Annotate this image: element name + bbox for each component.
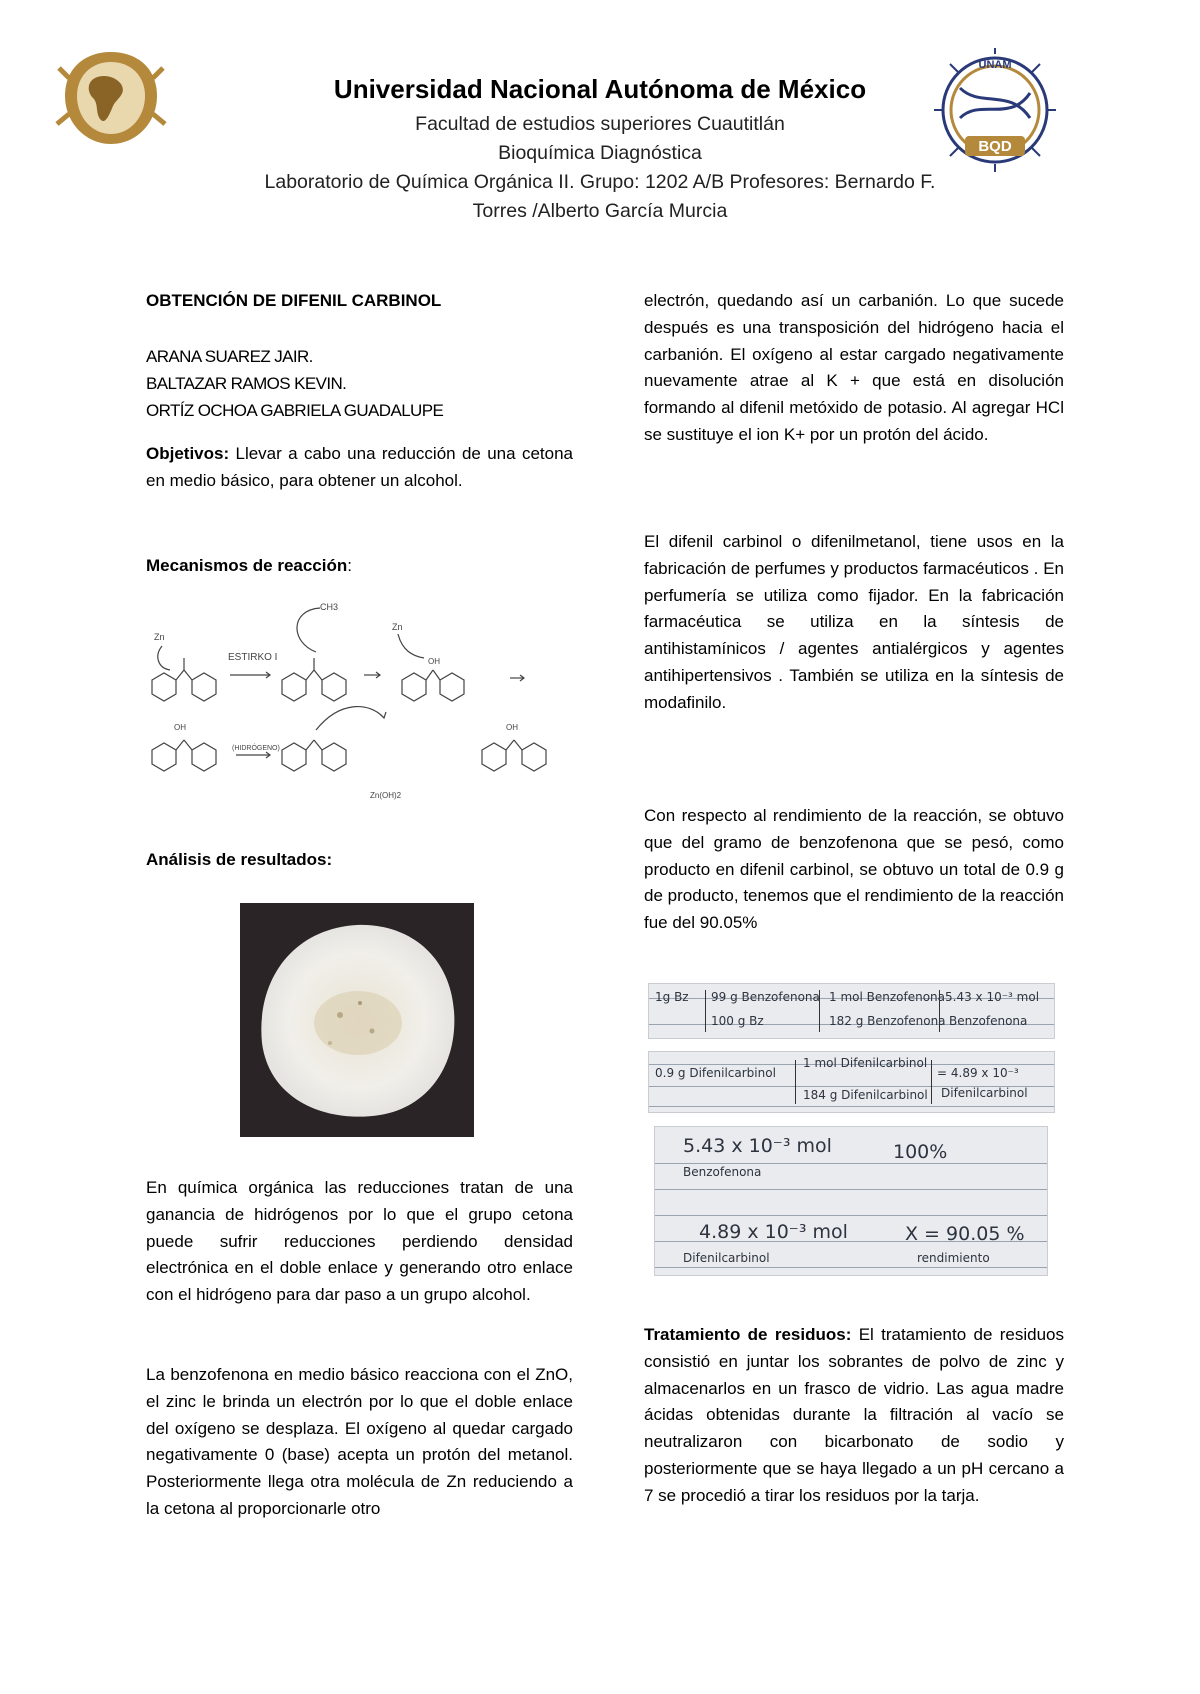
program-line: Bioquímica Diagnóstica [498,142,702,164]
scheme-znoh2: Zn(OH)2 [370,791,402,800]
scheme-oh-3: OH [506,723,518,732]
calc3-a: 5.43 x 10⁻³ mol [683,1135,832,1157]
objetivos-paragraph [146,441,573,495]
calc3-e: Difenilcarbinol [683,1251,770,1265]
scheme-zn-2: Zn [392,622,403,632]
calc3-b: Benzofenona [683,1165,762,1179]
mecanismos-label: Mecanismos de reacción [146,556,348,575]
left-paragraph-2: La benzofenona en medio básico reacciona con el ZnO, el zinc le brinda un electrón por lo que el doble enlace del oxígeno se desplaza. El oxígeno al quedar cargado negativamente 0 (base) acepta un protón del metanol. Posteriormente llega otra molécula de Zn reduciendo a la cetona al proporcionarle otro [146,1365,573,1518]
right-paragraph-3: Con respecto al rendimiento de la reacción, se obtuvo que del gramo de benzofenona que se pesó, como producto en difenil carbinol, se obtuvo un total de 0.9 g de producto, tenemos que el rendimiento de la reacción fue del 90.05% [644,806,1064,933]
scheme-reagent-2: (HIDRÓGENO) [232,745,280,752]
calc1-f: 5.43 x 10⁻³ mol [945,990,1040,1004]
residuos-paragraph [644,1322,1064,1510]
author-2: BALTAZAR RAMOS KEVIN. [146,373,347,393]
objetivos-text: Llevar a cabo una reducción de una cetona en medio básico, para obtener un alcohol. [146,444,573,490]
calc3-d: 4.89 x 10⁻³ mol [699,1221,848,1243]
calc1-a: 1g Bz [655,990,689,1004]
objetivos-label: Objetivos: [146,444,230,463]
calc2-c: 184 g Difenilcarbinol [803,1088,928,1102]
mecanismos-colon: : [347,556,352,575]
calc3-f: X = 90.05 % [905,1223,1025,1245]
scheme-oh-2: OH [174,723,186,732]
authors-list [146,344,576,424]
faculty-line: Facultad de estudios superiores Cuautitlán [415,113,785,135]
calc1-b: 99 g Benzofenona [711,990,820,1004]
calculation-image-2 [648,1051,1055,1113]
product-photo [240,903,474,1137]
right-paragraph-2: El difenil carbinol o difenilmetanol, tiene usos en la fabricación de perfumes y productos farmacéuticos . En perfumería se utiliza como fijador. En la fabricación farmacéutica se utiliza en la síntesis de antihistamínicos / agentes antialérgicos y agentes antihipertensivos . También se utiliza en la síntesis de modafinilo. [644,532,1064,712]
calc2-e: Difenilcarbinol [941,1086,1028,1100]
author-3: ORTÍZ OCHOA GABRIELA GUADALUPE [146,400,444,420]
unam-crest-logo [55,48,167,148]
residuos-text: El tratamiento de residuos consistió en juntar los sobrantes de polvo de zinc y almacenarlos en un frasco de vidrio. Las agua madre ácidas obtenidas durante la filtración al vacío se neutralizaron con bicarbonato de sodio y posteriormente que se haya llegado a un pH cercano a 7 se procedió a tirar los residuos por la tarja. [644,1325,1064,1505]
scheme-oh-1: OH [428,657,440,666]
calc3-g: rendimiento [917,1251,990,1265]
scheme-reagent-1: ESTIRKO I [228,652,278,663]
calc1-e: 182 g Benzofenona [829,1014,946,1028]
calc3-c: 100% [893,1141,948,1163]
left-paragraph-1: En química orgánica las reducciones tratan de una ganancia de hidrógenos por lo que el grupo cetona puede sufrir reducciones perdiendo densidad electrónica en el doble enlace y generando otro enlace con el hidrógeno para dar paso a un grupo alcohol. [146,1178,573,1305]
calc2-d: = 4.89 x 10⁻³ [937,1066,1019,1080]
lab-line-1: Laboratorio de Química Orgánica II. Grupo: 1202 A/B Profesores: Bernardo F. [264,171,936,193]
analisis-heading: Análisis de resultados: [146,850,333,869]
calc1-c: 100 g Bz [711,1014,764,1028]
bqd-logo-top-text: UNAM [978,59,1012,71]
calc1-d: 1 mol Benzofenona [829,990,946,1004]
right-paragraph-1: electrón, quedando así un carbanión. Lo que sucede después es una transposición del hidrógeno hacia el carbanión. El oxígeno al estar cargado negativamente nuevamente atrae al K + que está en disolución formando al difenil metóxido de potasio. Al agregar HCl se sustituye el ion K+ por un protón del ácido. [644,291,1064,444]
bqd-logo-bottom-text: BQD [978,138,1012,155]
calculation-image-3 [654,1126,1048,1276]
calc1-g: Benzofenona [949,1014,1028,1028]
document-title: OBTENCIÓN DE DIFENIL CARBINOL [146,291,442,310]
reaction-mechanism-scheme [140,590,600,820]
calc2-b: 1 mol Difenilcarbinol [803,1056,928,1070]
residuos-label: Tratamiento de residuos: [644,1325,852,1344]
mecanismos-heading [146,553,576,580]
university-title: Universidad Nacional Autónoma de México [333,74,867,104]
scheme-zn-1: Zn [154,632,165,642]
calc2-a: 0.9 g Difenilcarbinol [655,1066,776,1080]
author-1: ARANA SUAREZ JAIR. [146,347,313,366]
calculation-image-1 [648,983,1055,1039]
scheme-ch3: CH3 [320,602,339,612]
lab-line-2: Torres /Alberto García Murcia [472,200,728,222]
